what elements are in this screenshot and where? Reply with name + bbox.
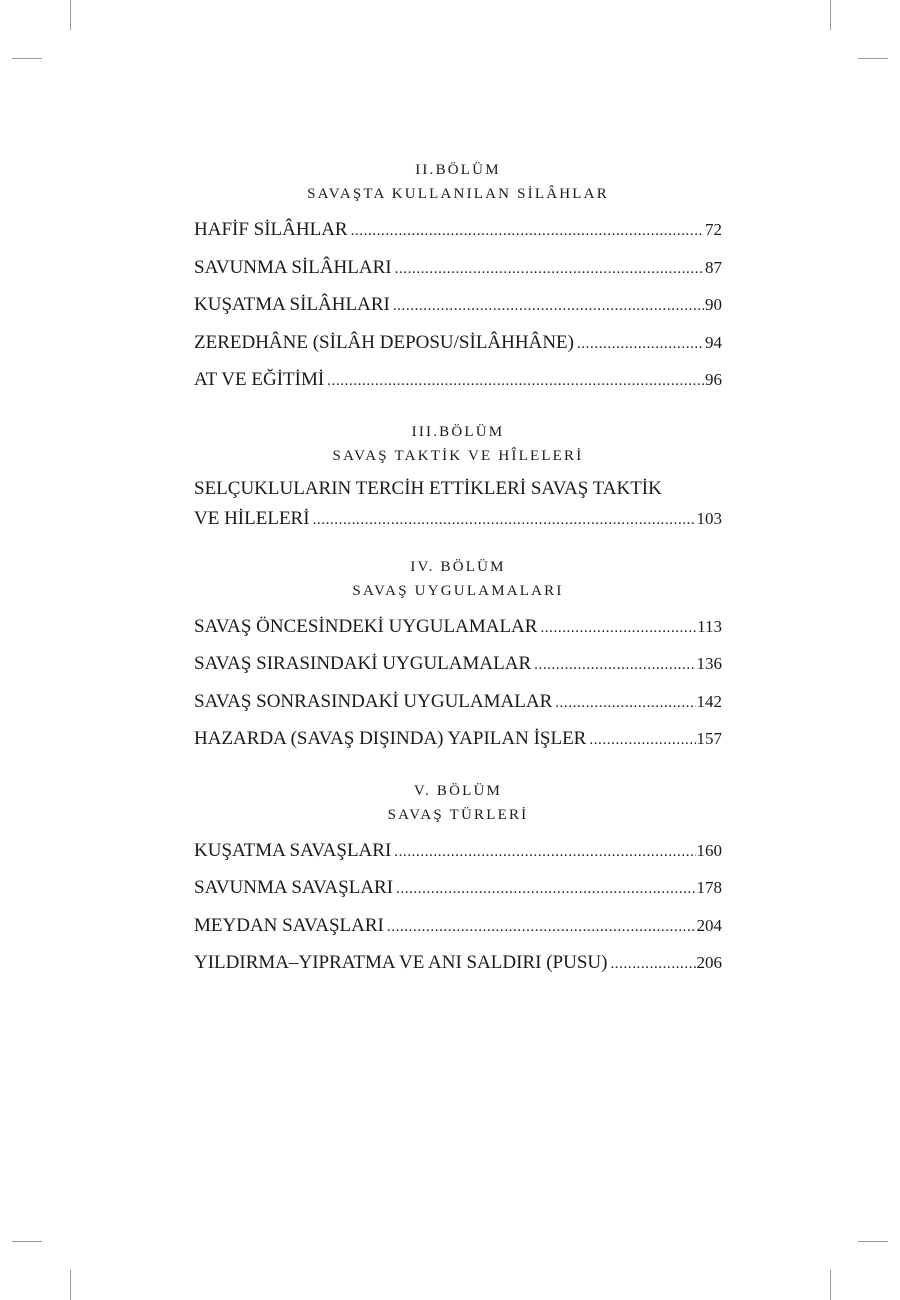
toc-entry[interactable] bbox=[194, 870, 722, 908]
entry-title: YILDIRMA–YIPRATMA VE ANI SALDIRI (PUSU) bbox=[194, 952, 608, 973]
page-number: 204 bbox=[696, 915, 722, 935]
crop-mark-top-left bbox=[70, 0, 71, 30]
toc-section-5 bbox=[194, 779, 722, 983]
section-title: SAVAŞ TÜRLERİ bbox=[387, 806, 529, 823]
toc-entry[interactable] bbox=[194, 646, 722, 684]
entry-title: KUŞATMA SİLÂHLARI bbox=[194, 294, 390, 315]
entry-title: KUŞATMA SAVAŞLARI bbox=[194, 839, 392, 861]
entry-title: VE HİLELERİ bbox=[194, 507, 310, 529]
entry-title-line1: SELÇUKLULARIN TERCİH ETTİKLERİ SAVAŞ TAKTİK bbox=[194, 477, 662, 499]
page-number: 103 bbox=[696, 508, 722, 528]
crop-mark-right-top bbox=[858, 58, 888, 59]
toc-entry[interactable] bbox=[194, 684, 722, 722]
entry-title: SAVUNMA SİLÂHLARI bbox=[194, 256, 392, 278]
toc-entry[interactable] bbox=[194, 250, 722, 288]
toc-entry[interactable] bbox=[194, 721, 722, 759]
toc-entry[interactable] bbox=[194, 945, 722, 983]
toc-entry[interactable] bbox=[194, 362, 722, 400]
dot-leader bbox=[555, 686, 695, 722]
section-label: V. BÖLÜM bbox=[413, 782, 503, 799]
toc-entry[interactable] bbox=[194, 287, 722, 325]
section-label: III.BÖLÜM bbox=[411, 423, 505, 440]
entry-title: AT VE EĞİTİMİ bbox=[194, 369, 325, 390]
entry-title: MEYDAN SAVAŞLARI bbox=[194, 914, 384, 936]
table-of-contents bbox=[194, 158, 722, 1003]
toc-section-4 bbox=[194, 555, 722, 759]
crop-mark-top-right bbox=[830, 0, 831, 30]
page-number: 160 bbox=[696, 840, 722, 860]
toc-entry[interactable] bbox=[194, 833, 722, 871]
page-number: 94 bbox=[705, 332, 722, 352]
page-number: 72 bbox=[705, 220, 722, 239]
dot-leader bbox=[534, 648, 695, 684]
toc-section-3 bbox=[194, 420, 722, 535]
toc-entry-multiline[interactable] bbox=[194, 474, 722, 535]
section-label: IV. BÖLÜM bbox=[410, 558, 506, 575]
toc-entry[interactable] bbox=[194, 908, 722, 946]
toc-entry[interactable] bbox=[194, 325, 722, 363]
section-title: SAVAŞ TAKTİK VE HÎLELERİ bbox=[332, 447, 584, 464]
dot-leader bbox=[540, 611, 696, 647]
crop-mark-left-bottom bbox=[12, 1241, 42, 1242]
dot-leader bbox=[577, 327, 704, 363]
page-number: 178 bbox=[696, 878, 722, 897]
dot-leader bbox=[351, 214, 704, 250]
page-number: 87 bbox=[705, 257, 722, 277]
dot-leader bbox=[589, 723, 695, 759]
dot-leader bbox=[387, 910, 696, 946]
page-number: 90 bbox=[705, 295, 722, 314]
dot-leader bbox=[396, 872, 695, 908]
section-title: SAVAŞ UYGULAMALARI bbox=[352, 582, 564, 599]
page-number: 157 bbox=[696, 729, 722, 748]
page-number: 142 bbox=[696, 691, 722, 711]
entry-title: SAVAŞ SIRASINDAKİ UYGULAMALAR bbox=[194, 653, 532, 674]
dot-leader bbox=[610, 947, 695, 983]
toc-section-2 bbox=[194, 158, 722, 400]
entry-title: SAVAŞ SONRASINDAKİ UYGULAMALAR bbox=[194, 690, 553, 712]
entry-title: HAZARDA (SAVAŞ DIŞINDA) YAPILAN İŞLER bbox=[194, 728, 587, 749]
dot-leader bbox=[395, 252, 704, 288]
crop-mark-bottom-right bbox=[830, 1270, 831, 1300]
page-number: 136 bbox=[696, 654, 722, 673]
page-number: 206 bbox=[696, 953, 722, 972]
page-number: 96 bbox=[705, 370, 722, 389]
crop-mark-left-top bbox=[12, 58, 42, 59]
toc-entry bbox=[194, 504, 722, 535]
entry-title: ZEREDHÂNE (SİLÂH DEPOSU/SİLÂHHÂNE) bbox=[194, 331, 574, 353]
dot-leader bbox=[393, 289, 704, 325]
crop-mark-bottom-left bbox=[70, 1270, 71, 1300]
entry-title: HAFİF SİLÂHLAR bbox=[194, 219, 348, 240]
entry-title: SAVAŞ ÖNCESİNDEKİ UYGULAMALAR bbox=[194, 615, 538, 637]
dot-leader bbox=[327, 364, 704, 400]
section-label: II.BÖLÜM bbox=[415, 162, 501, 178]
dot-leader bbox=[313, 505, 696, 535]
toc-entry[interactable] bbox=[194, 609, 722, 647]
entry-title: SAVUNMA SAVAŞLARI bbox=[194, 877, 394, 898]
crop-mark-right-bottom bbox=[858, 1241, 888, 1242]
section-title: SAVAŞTA KULLANILAN SİLÂHLAR bbox=[307, 186, 609, 202]
page-number: 113 bbox=[697, 616, 722, 636]
toc-entry[interactable] bbox=[194, 212, 722, 250]
dot-leader bbox=[394, 835, 695, 871]
